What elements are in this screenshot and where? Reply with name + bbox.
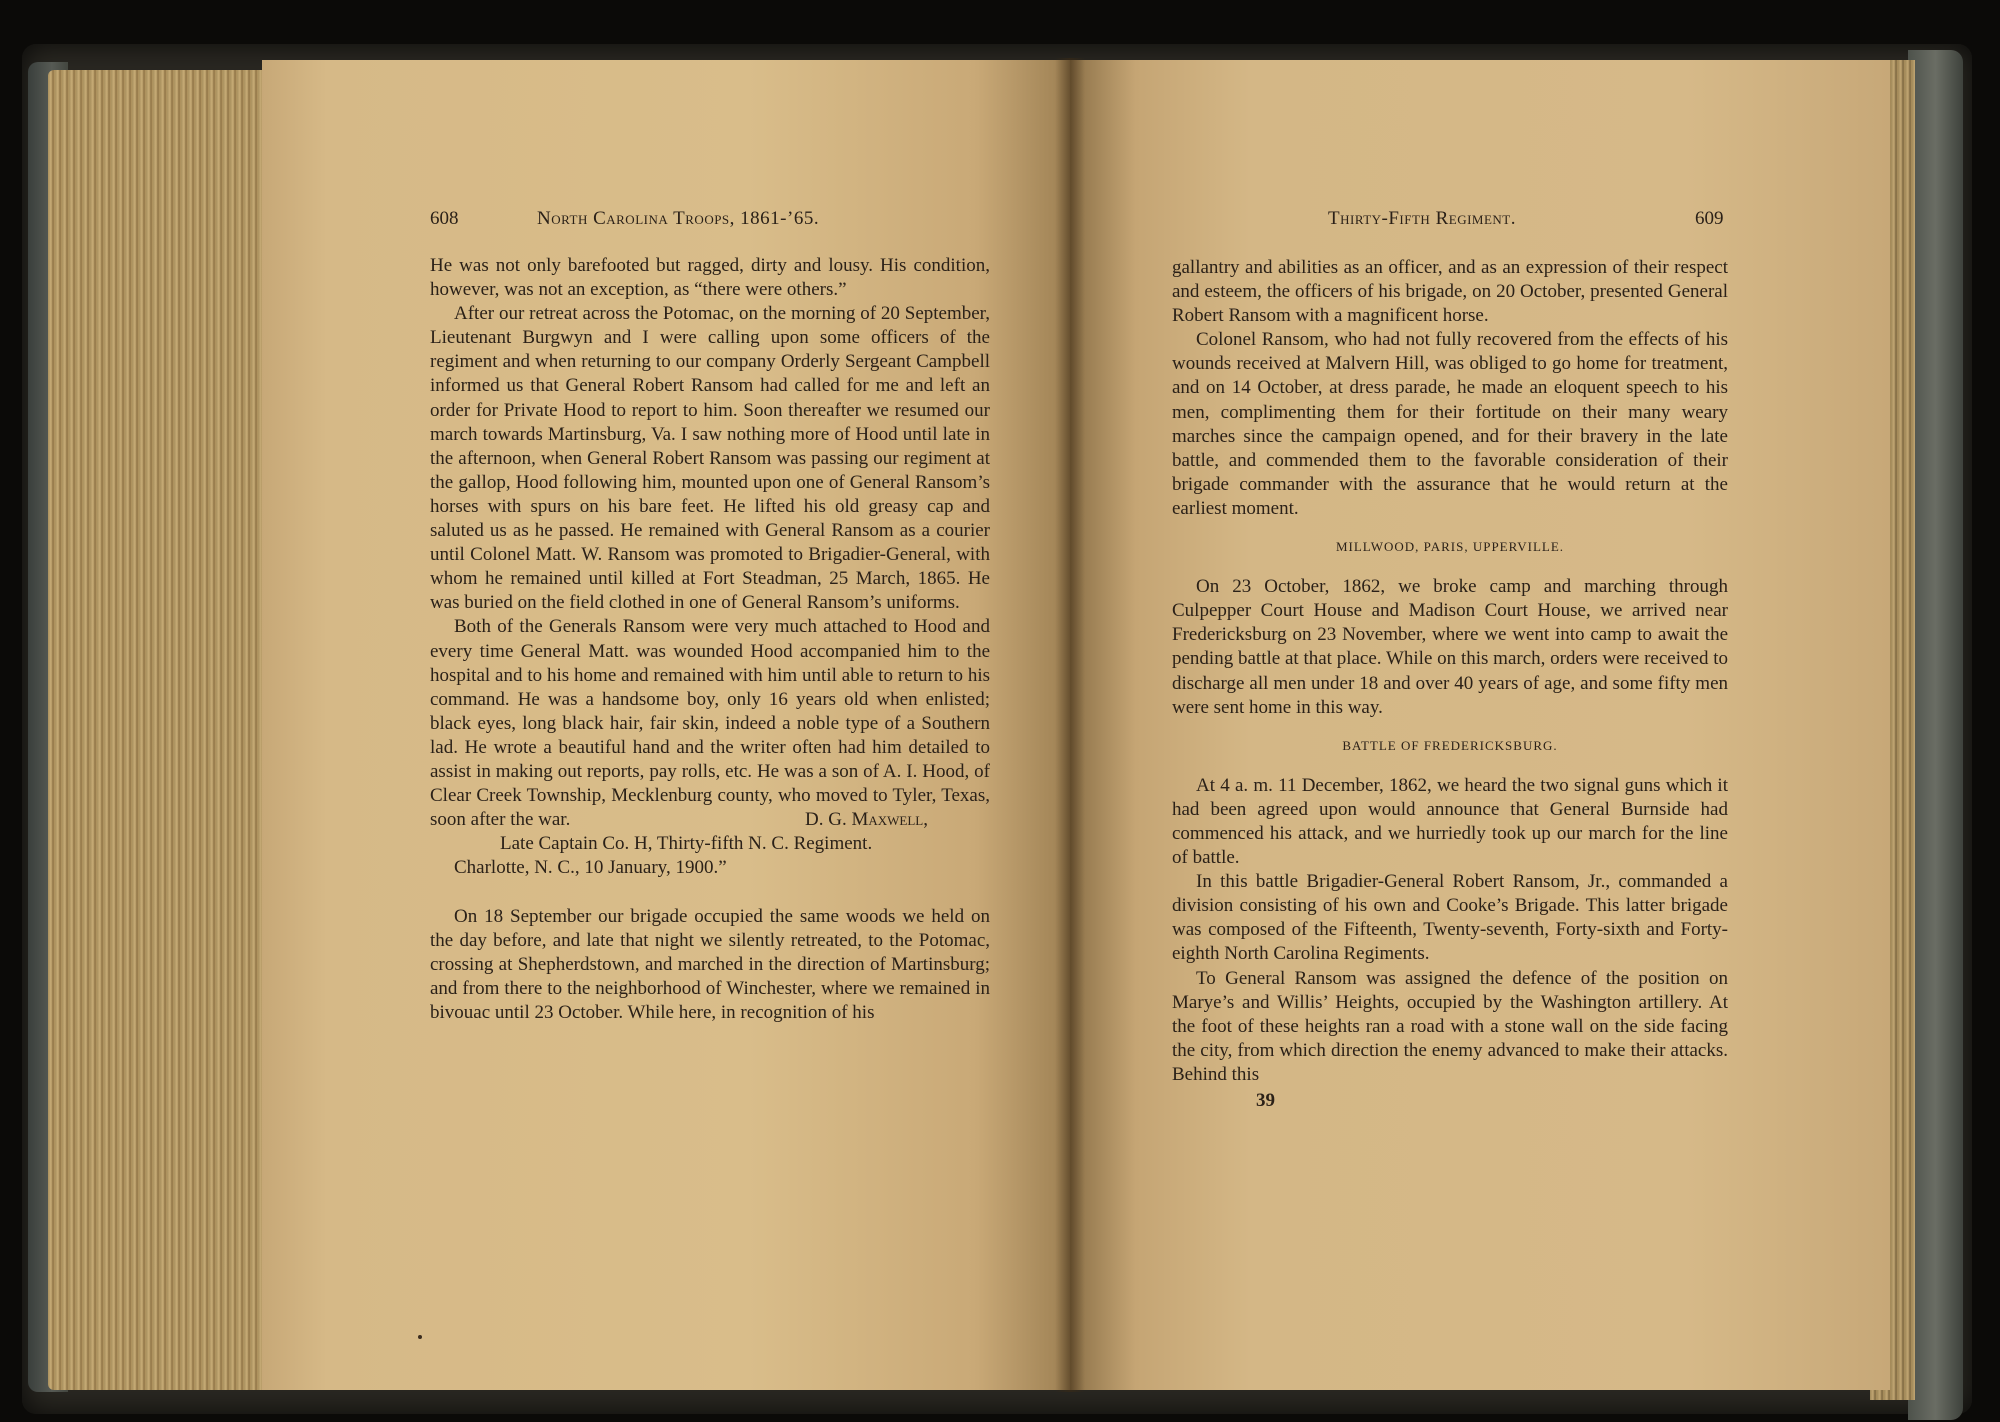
right-page-number: 609 (1695, 208, 1724, 229)
left-running-head: North Carolina Troops, 1861-’65. (537, 208, 820, 229)
section-heading-fredericksburg: BATTLE OF FREDERICKSBURG. (1342, 737, 1558, 753)
right-paragraph-2: Colonel Ransom, who had not fully recovered from the effects of his wounds received at Malvern Hill, was obliged to go home for treatment, and on 14 October, at dress parade, he made an eloquent speech to his men, complimenting them for their fortitude on their many weary marches since the campaign opened, and for their bravery in the late battle, and commended them to the favorable consideration of their brigade commander with the assurance that he would return at the earliest moment. (1172, 329, 1728, 519)
page-edges-left (48, 70, 278, 1390)
right-paragraph-1: gallantry and abilities as an officer, and as an expression of their respect and esteem, the officers of his brigade, on 20 October, presented General Robert Ransom with a magnificent horse. (1172, 257, 1728, 327)
book-gutter (1055, 58, 1085, 1392)
right-page-body (1172, 256, 1728, 1113)
left-page-body (430, 254, 990, 1025)
right-paragraph-3: On 23 October, 1862, we broke camp and marching through Culpepper Court House and Madison Court House, we arrived near Fredericksburg on 23 November, where we went into camp to await the pending battle at that place. While on this march, orders were received to discharge all men under 18 and over 40 years of age, and some fifty men were sent home in this way. (1172, 576, 1728, 718)
right-paragraph-5: In this battle Brigadier-General Robert Ransom, Jr., commanded a division consisting of his own and Cooke’s Brigade. This latter brigade was composed of the Fifteenth, Twenty-seventh, Forty-sixth and Forty-eighth North Carolina Regiments. (1172, 871, 1728, 965)
signature-title: Late Captain Co. H, Thirty-fifth N. C. Regiment. (500, 833, 873, 855)
cover-right-edge (1908, 50, 1963, 1420)
section-heading-millwood: MILLWOOD, PARIS, UPPERVILLE. (1335, 539, 1565, 555)
signature-name: D. G. Maxwell, (805, 809, 928, 831)
right-paragraph-6: To General Ransom was assigned the defence of the position on Marye’s and Willis’ Heights, occupied by the Washington artillery. At the foot of these heights ran a road with a stone wall on the side facing the city, from which direction the enemy advanced to make their attacks. Behind this (1172, 967, 1728, 1085)
left-page-number: 608 (430, 208, 459, 229)
signature-place: Charlotte, N. C., 10 January, 1900.” (454, 857, 727, 879)
left-closing-paragraph: On 18 September our brigade occupied the same woods we held on the day before, and late that night we silently retreated, to the Potomac, crossing at Shepherdstown, and marched in the direction of Martinsburg; and from there to the neighborhood of Winchester, where we remained in bivouac until 23 October. While here, in recognition of his (430, 905, 990, 1023)
right-paragraph-4: At 4 a. m. 11 December, 1862, we heard the two signal guns which it had been agreed upon would announce that General Burnside had commenced his attack, and we hurriedly took up our march for the line of battle. (1172, 774, 1728, 869)
ink-speck (418, 1335, 422, 1339)
right-running-head: Thirty-Fifth Regiment. (1328, 208, 1516, 229)
left-paragraph-1: He was not only barefooted but ragged, dirty and lousy. His condition, however, was not an exception, as “there were others.” (430, 255, 990, 301)
left-paragraph-3: Both of the Generals Ransom were very much attached to Hood and every time General Matt. was wounded Hood accompanied him to the hospital and to his home and remained with him until able to return to his command. He was a handsome boy, only 16 years old when enlisted; black eyes, long black hair, fair skin, indeed a noble type of a Southern lad. He wrote a beautiful hand and the writer often had him detailed to assist in making out reports, pay rolls, etc. He was a son of A. I. Hood, of Clear Creek Township, Mecklenburg county, who moved to Tyler, Texas, soon after the war. (430, 616, 990, 831)
left-paragraph-2: After our retreat across the Potomac, on the morning of 20 September, Lieutenant Burgwyn and I were calling upon some officers of the regiment and when returning to our company Orderly Sergeant Campbell informed us that General Robert Ransom had called for me and left an order for Private Hood to report to him. Soon thereafter we resumed our march towards Martinsburg, Va. I saw nothing more of Hood until late in the afternoon, when General Robert Ransom was passing our regiment at the gallop, Hood following him, mounted upon one of General Ransom’s horses with spurs on his bare feet. He lifted his old greasy cap and saluted us as he passed. He remained with General Ransom as a courier until Colonel Matt. W. Ransom was promoted to Brigadier-General, with whom he remained until killed at Fort Steadman, 25 March, 1865. He was buried on the field clothed in one of General Ransom’s uniforms. (430, 303, 990, 614)
signature-mark: 39 (1256, 1090, 1275, 1111)
